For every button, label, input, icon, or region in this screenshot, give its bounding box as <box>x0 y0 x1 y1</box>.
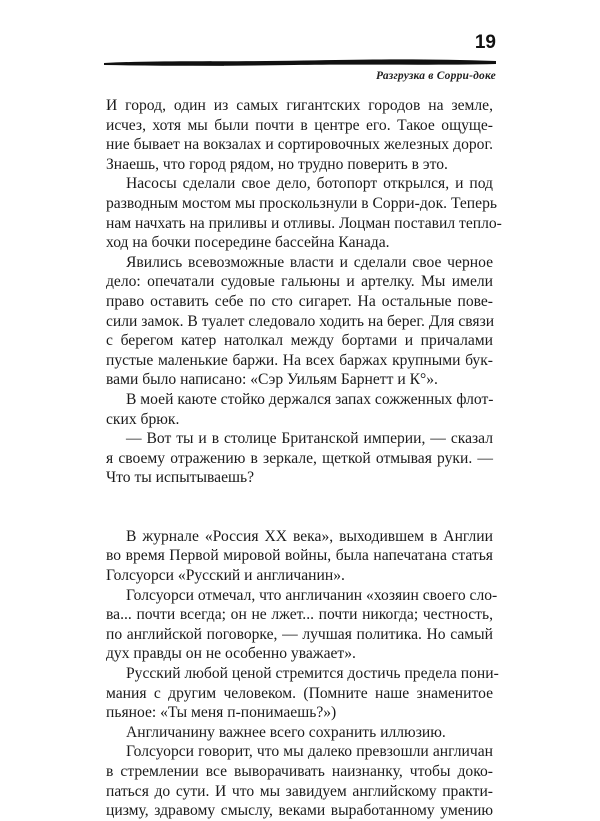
paragraph <box>106 429 493 488</box>
text-line: И город, один из самых гигантских городов на земле, <box>106 97 493 114</box>
text-line: с берегом катер натолкал между бортами и причалами <box>106 332 493 350</box>
text-line: Насосы сделали свое дело, ботопорт открылся, и под <box>126 175 493 193</box>
paragraph <box>106 742 493 820</box>
text-line: исчез, хотя мы были почти в центре его. Такое ощуще- <box>106 116 493 134</box>
text-line: я своему отражению в зеркале, щеткой отмывая руки. — <box>106 449 493 467</box>
text-line: Русский любой ценой стремится достичь предела пони- <box>126 665 499 683</box>
text-line: пьяное: «Ты меня п-понимаешь?») <box>106 704 337 722</box>
page-number: 19 <box>474 32 496 53</box>
text-line: дух правды он не особенно уважает». <box>106 645 356 663</box>
text-line: — Вот ты и в столице Британской империи, — сказал <box>126 430 493 448</box>
paragraph <box>106 174 502 252</box>
text-line: мания с другим человеком. (Помните наше знаменитое <box>106 684 493 702</box>
text-line: ских брюк. <box>106 410 180 428</box>
section-gap <box>106 488 493 527</box>
text-line: по английской поговорке, — лучшая политика. Но самый <box>106 625 493 643</box>
paragraph <box>106 723 493 743</box>
text-line: Англичанину важнее всего сохранить иллюзию. <box>126 723 446 741</box>
text-line: право оставить себе по сто сигарет. На остальные пове- <box>106 292 493 310</box>
running-head: Разгрузка в Сорри-доке <box>376 70 496 82</box>
paragraph <box>106 390 493 429</box>
text-line: пустые маленькие баржи. На всех баржах крупными бук- <box>106 351 493 369</box>
text-line: в стремлении все выворачивать наизнанку, чтобы доко- <box>106 763 493 780</box>
text-line: Голсуорси говорит, что мы далеко превзошли англичан <box>126 743 493 761</box>
text-line: нам начхать на приливы и отливы. Лоцман поставил тепло- <box>106 214 502 232</box>
text-line: во время Первой мировой войны, была напечатана статья <box>106 547 493 565</box>
header-brush-rule <box>104 56 496 68</box>
text-line: сили замок. В туалет следовало ходить на берег. Для связи <box>106 312 495 330</box>
text-line: вами было написано: «Сэр Уильям Барнетт и К°». <box>106 371 438 389</box>
text-line: ва... почти всегда; он не лжет... почти никогда; честность, <box>106 606 493 624</box>
text-line: дело: опечатали судовые гальюны и артелку. Мы имели <box>106 273 493 291</box>
text-line: паться до сути. И что мы завидуем английскому практи- <box>106 782 493 800</box>
text-line: разводным мостом мы проскользнули в Сорри-док. Теперь <box>106 194 497 212</box>
text-line: цизму, здравому смыслу, веками выработанному умению <box>106 802 493 820</box>
body-text <box>106 96 502 821</box>
paragraph <box>106 253 493 390</box>
text-line: ние бывает на вокзалах и сортировочных железных дорог. <box>106 136 493 154</box>
paragraph <box>106 527 493 586</box>
text-line: ход на бочки посередине бассейна Канада. <box>106 234 390 252</box>
text-line: Знаешь, что город рядом, но трудно поверить в это. <box>106 155 448 173</box>
paragraph <box>106 96 493 174</box>
text-line: Явились всевозможные власти и сделали свое черное <box>126 253 493 271</box>
text-line: Голсуорси отмечал, что англичанин «хозяин своего сло- <box>126 586 498 604</box>
paragraph <box>106 586 498 664</box>
text-line: В моей каюте стойко держался запах сожженных флот- <box>126 390 494 408</box>
text-line: Что ты испытываешь? <box>106 469 255 487</box>
paragraph <box>106 664 499 723</box>
text-line: В журнале «Россия XX века», выходившем в Англии <box>126 527 493 545</box>
text-line: Голсуорси «Русский и англичанин». <box>106 567 345 585</box>
